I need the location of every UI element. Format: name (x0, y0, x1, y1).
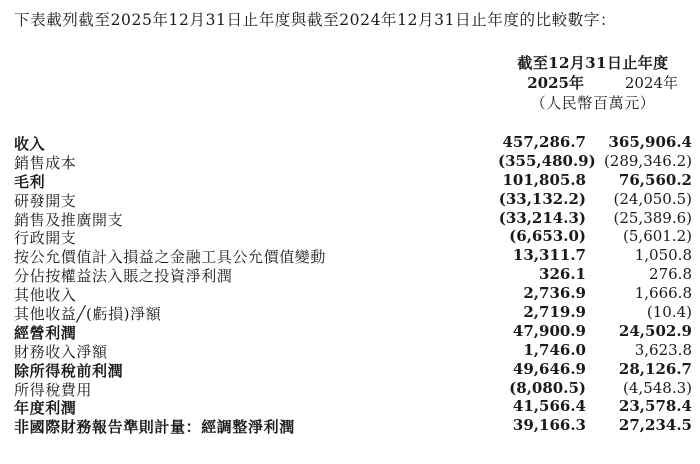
table-row (14, 171, 700, 190)
value-2024: 27,234.5 (618, 416, 692, 435)
row-label: 行政開支 (14, 229, 77, 248)
value-2024: 1,666.8 (634, 284, 692, 303)
row-label: 非國際財務報告準則計量：經調整淨利潤 (14, 418, 295, 437)
table-row (14, 190, 700, 209)
value-2025: 13,311.7 (512, 246, 586, 265)
value-2025: 47,900.9 (512, 321, 586, 340)
value-2024: (289,346.2) (603, 151, 692, 170)
value-2025: 49,646.9 (512, 359, 586, 378)
table-row (14, 209, 700, 228)
value-2025: 2,719.9 (523, 303, 586, 322)
row-label: 收入 (14, 135, 46, 153)
row-label: 按公允價值計入損益之金融工具公允價值變動 (14, 248, 327, 267)
table-row (14, 341, 700, 360)
value-2024: (4,548.3) (623, 378, 692, 397)
value-2025: 1,746.0 (523, 340, 586, 359)
value-2025: (33,132.2) (498, 189, 586, 208)
value-2025: 39,166.3 (512, 416, 586, 435)
value-2025: (33,214.3) (498, 208, 586, 227)
value-2024: (24,050.5) (613, 189, 692, 208)
value-2024: 1,050.8 (634, 246, 692, 265)
value-2024: 276.8 (649, 265, 692, 284)
value-2024: 3,623.8 (634, 340, 692, 359)
year-prior-header: 2024年 (624, 74, 678, 92)
row-label: 研發開支 (14, 191, 77, 210)
table-row (14, 265, 700, 284)
table-row (14, 360, 700, 379)
row-label: 毛利 (14, 172, 46, 191)
value-2025: (355,480.9) (498, 151, 596, 170)
table-row (14, 284, 700, 303)
table-row (14, 152, 700, 171)
table-row (14, 397, 700, 416)
table-row (14, 246, 700, 265)
value-2025: (8,080.5) (509, 378, 586, 397)
row-label: 銷售成本 (14, 153, 77, 172)
value-2024: (25,389.6) (613, 208, 692, 227)
period-header: 截至12月31日止年度 (517, 54, 669, 72)
table-row (14, 227, 700, 246)
table-row (14, 379, 700, 398)
year-current-header: 2025年 (527, 74, 584, 92)
table-row (14, 303, 700, 322)
row-label: 其他收入 (14, 286, 77, 305)
table-row (14, 322, 700, 341)
row-label: 所得稅費用 (14, 380, 93, 399)
value-2025: 457,286.7 (502, 133, 586, 151)
intro-text: 下表載列截至2025年12月31日止年度與截至2024年12月31日止年度的比較數字： (14, 11, 617, 29)
row-label: 經營利潤 (14, 323, 77, 342)
value-2024: 24,502.9 (618, 321, 692, 340)
value-2025: 2,736.9 (523, 284, 586, 303)
row-label: 財務收入淨額 (14, 342, 108, 361)
table-row (14, 133, 700, 152)
row-label: 其他收益╱(虧損)淨額 (14, 305, 162, 324)
table-row (14, 416, 700, 435)
unit-label: （人民幣百萬元） (530, 94, 656, 112)
row-label: 除所得稅前利潤 (14, 361, 124, 380)
value-2025: (6,653.0) (509, 227, 586, 246)
value-2024: (10.4) (646, 303, 692, 322)
income-statement-table (14, 133, 700, 435)
row-label: 分佔按權益法入賬之投資淨利潤 (14, 267, 233, 286)
value-2024: 365,906.4 (608, 133, 692, 151)
value-2025: 326.1 (539, 265, 586, 284)
value-2024: 28,126.7 (618, 359, 692, 378)
row-label: 年度利潤 (14, 399, 77, 418)
row-label: 銷售及推廣開支 (14, 210, 124, 229)
value-2024: 23,578.4 (618, 397, 692, 416)
value-2024: (5,601.2) (623, 227, 692, 246)
value-2025: 41,566.4 (512, 397, 586, 416)
value-2025: 101,805.8 (502, 170, 586, 189)
value-2024: 76,560.2 (618, 170, 692, 189)
